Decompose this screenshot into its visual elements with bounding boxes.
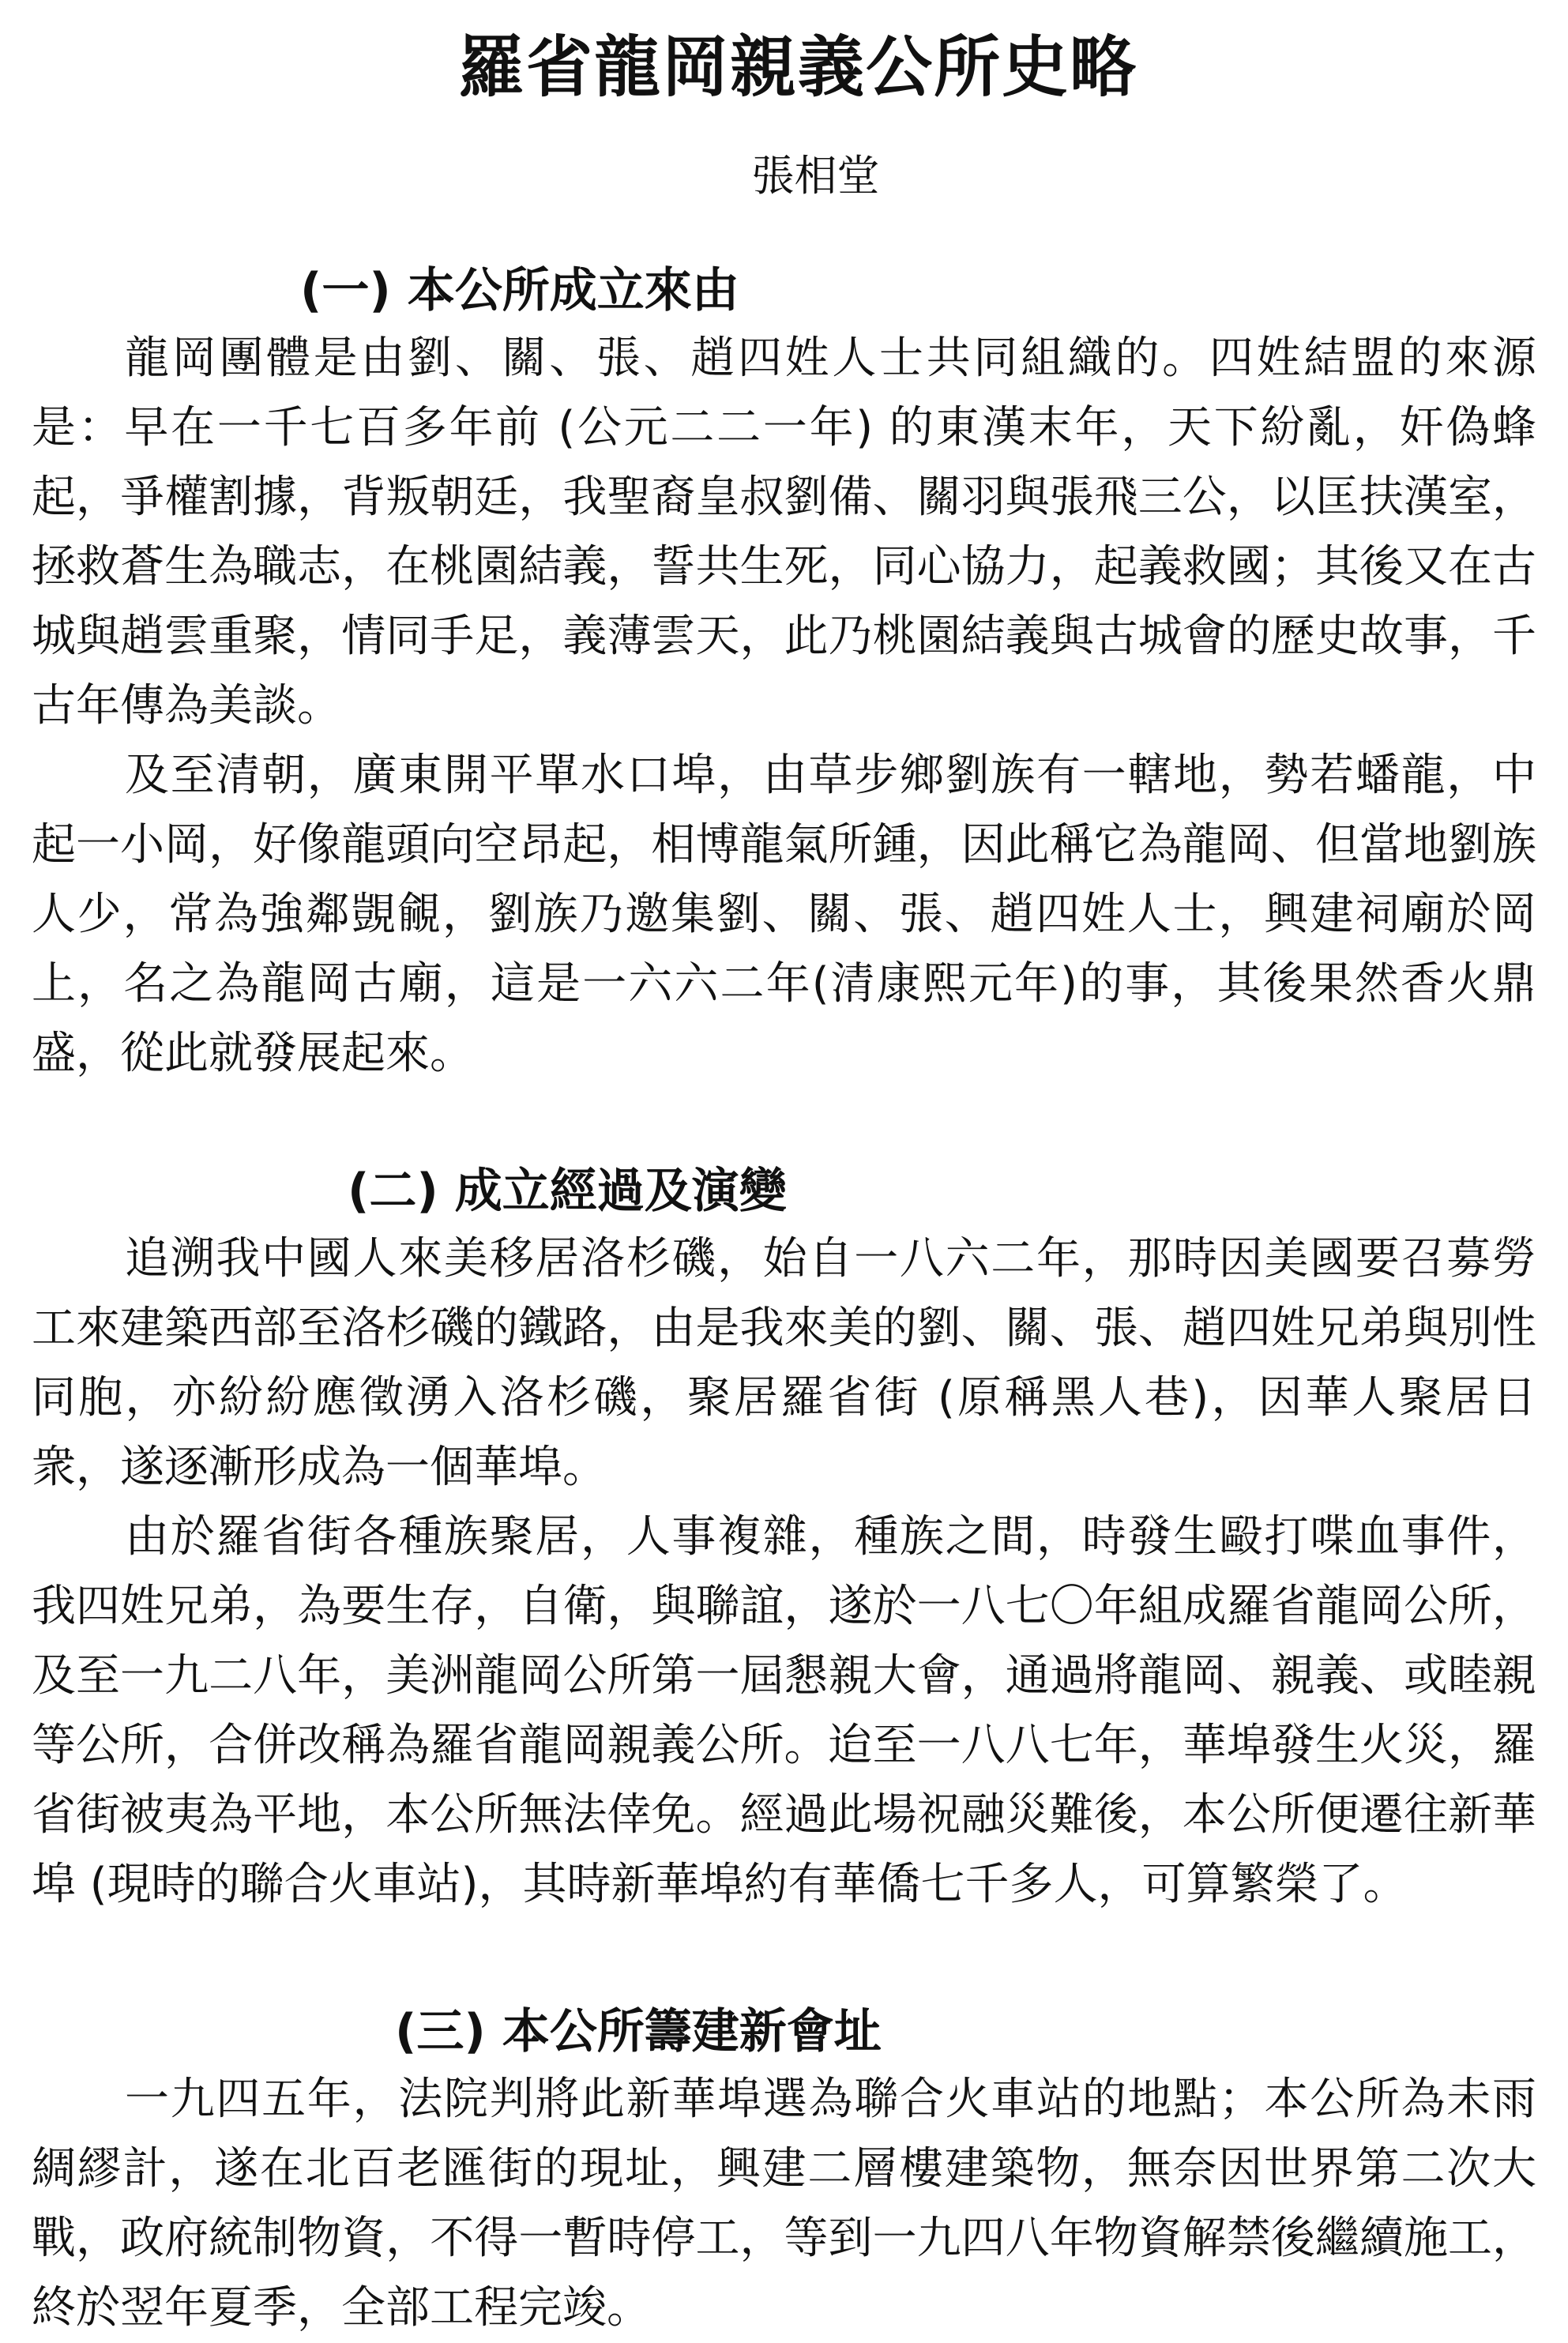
document-page [32, 24, 1536, 2343]
section-heading-2: (二) 成立經過及演變 [348, 1164, 787, 1219]
author-name: 張相堂 [751, 151, 880, 201]
section-heading-1: (一) 本公所成立來由 [300, 263, 739, 318]
document-title: 羅省龍岡親義公所史略 [457, 28, 1137, 106]
section-2-paragraph-2: 由於羅省街各種族聚居，人事複雜，種族之間，時發生毆打喋血事件，我四姓兄弟，為要生存，自衛，與聯誼，遂於一八七〇年組成羅省龍岡公所，及至一九二八年，美洲龍岡公所第一屆懇親大會，通過將龍岡、親義、或睦親等公所，合併改稱為羅省龍岡親義公所。迨至一八八七年，華埠發生火災，羅省街被夷為平地，本公所無法倖免。經過此場祝融災難後，本公所便遷往新華埠 (現時的聯合火車站)，其時新華埠約有華僑七千多人，可算繁榮了。 [32, 1511, 1536, 1910]
section-1-paragraph-2: 及至清朝，廣東開平單水口埠，由草步鄉劉族有一轄地，勢若蟠龍，中起一小岡，好像龍頭向空昂起，相博龍氣所鍾，因此稱它為龍岡、但當地劉族人少，常為強鄰覬覦，劉族乃邀集劉、關、張、趙四姓人士，興建祠廟於岡上，名之為龍岡古廟，這是一六六二年(清康熙元年)的事，其後果然香火鼎盛，從此就發展起來。 [32, 750, 1536, 1079]
section-heading-3: (三) 本公所籌建新會址 [395, 2004, 882, 2059]
section-1-paragraph-1: 龍岡團體是由劉、關、張、趙四姓人士共同組織的。四姓結盟的來源是：早在一千七百多年前 (公元二二一年) 的東漢末年，天下紛亂，奸偽蜂起，爭權割據，背叛朝廷，我聖裔皇叔劉備、關羽與張飛三公，以匡扶漢室，拯救蒼生為職志，在桃園結義，誓共生死，同心協力，起義救國；其後又在古城與趙雲重聚，情同手足，義薄雲天，此乃桃園結義與古城會的歷史故事，千古年傳為美談。 [32, 333, 1536, 731]
section-3-paragraph-1: 一九四五年，法院判將此新華埠選為聯合火車站的地點；本公所為未雨綢繆計，遂在北百老匯街的現址，興建二層樓建築物，無奈因世界第二次大戰，政府統制物資，不得一暫時停工，等到一九四八年物資解禁後繼續施工，終於翌年夏季，全部工程完竣。 [32, 2074, 1536, 2334]
section-2-paragraph-1: 追溯我中國人來美移居洛杉磯，始自一八六二年，那時因美國要召募勞工來建築西部至洛杉磯的鐵路，由是我來美的劉、關、張、趙四姓兄弟與別性同胞，亦紛紛應徵湧入洛杉磯，聚居羅省街 (原稱黑人巷)，因華人聚居日衆，遂逐漸形成為一個華埠。 [32, 1233, 1536, 1493]
